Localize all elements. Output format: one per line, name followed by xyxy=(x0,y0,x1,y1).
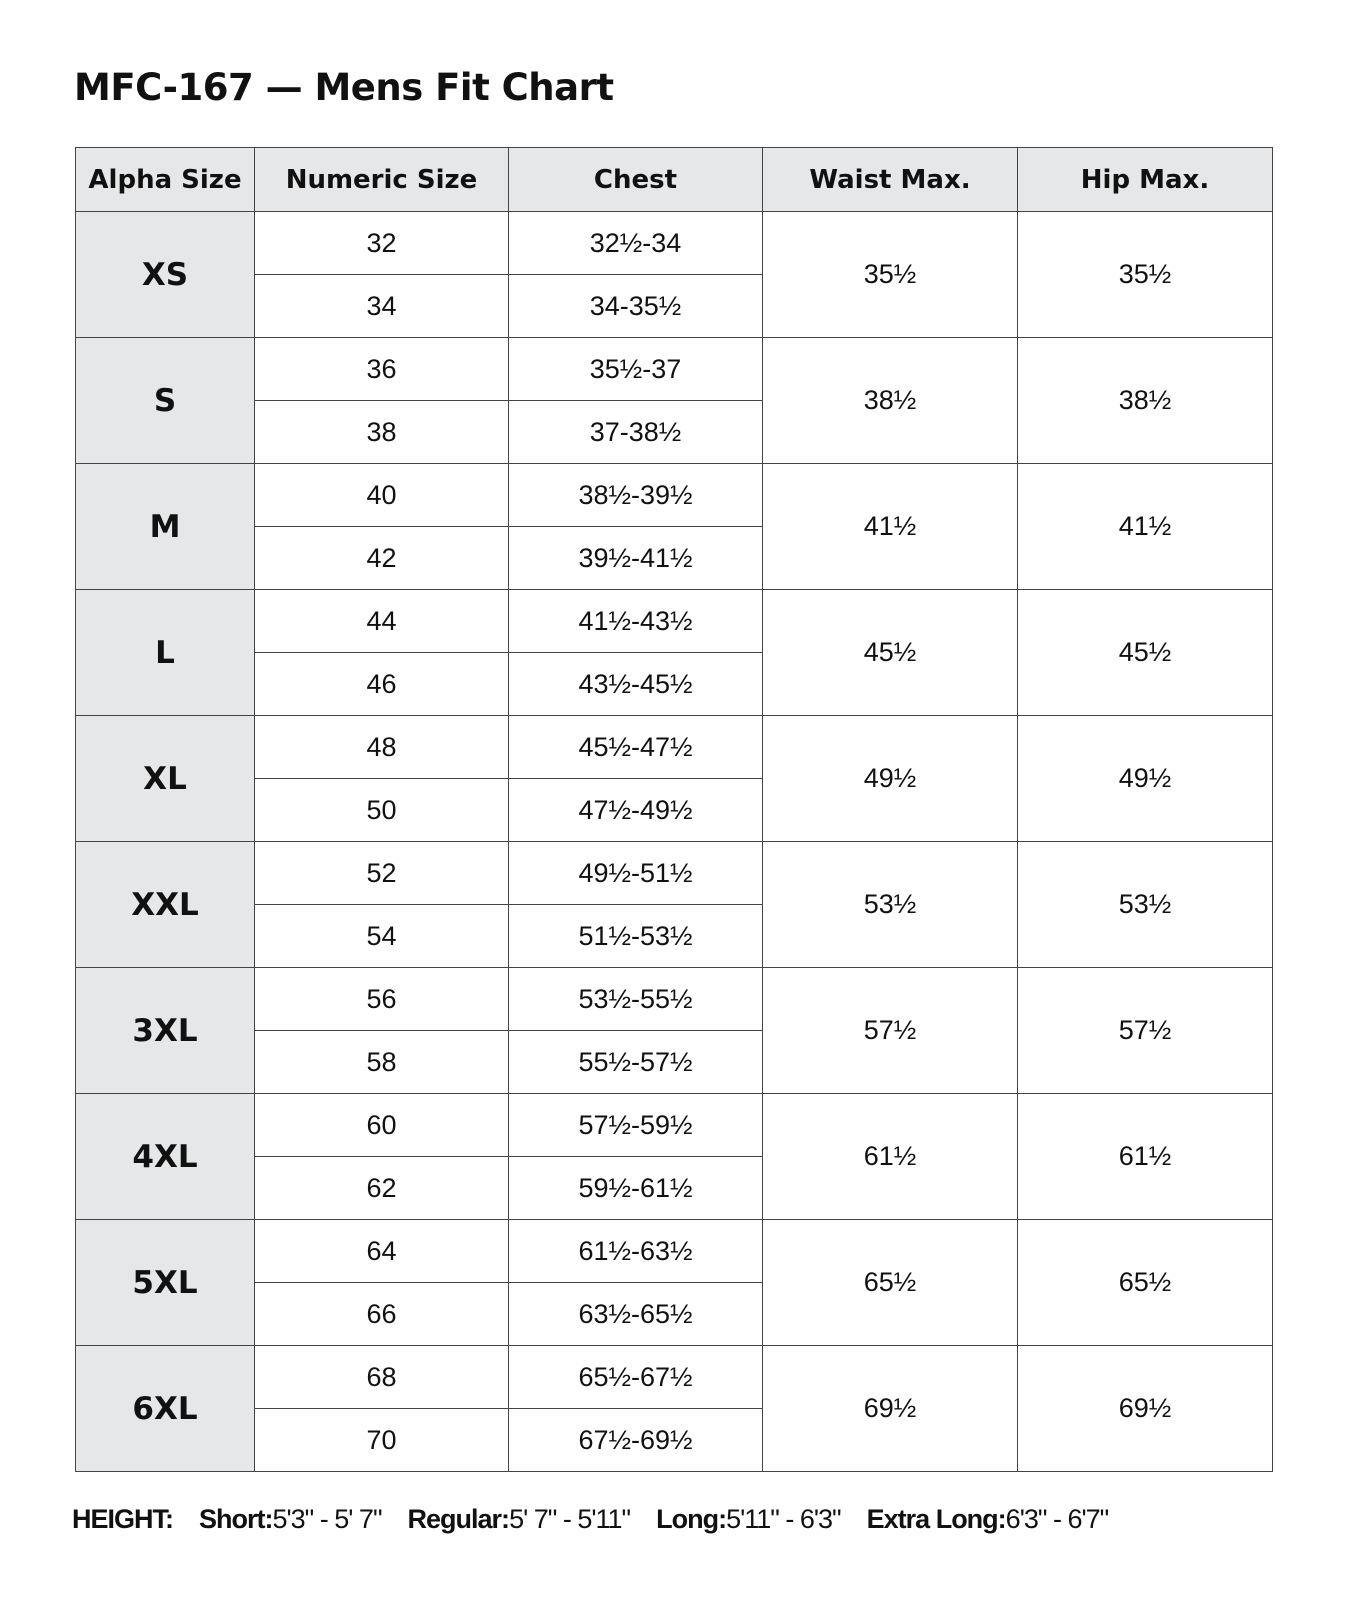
page-title: MFC-167 — Mens Fit Chart xyxy=(74,66,614,109)
height-long xyxy=(656,1504,841,1534)
waist-max-cell: 41½ xyxy=(763,464,1018,590)
chest-cell: 51½-53½ xyxy=(509,905,763,968)
alpha-size-cell: XL xyxy=(76,716,255,842)
numeric-size-cell: 54 xyxy=(255,905,509,968)
table-body xyxy=(76,212,1273,1472)
alpha-size-cell: 6XL xyxy=(76,1346,255,1472)
hip-max-cell: 53½ xyxy=(1018,842,1273,968)
height-footer xyxy=(72,1504,1134,1535)
chest-cell: 34-35½ xyxy=(509,275,763,338)
height-short-value: 5'3" - 5' 7" xyxy=(272,1504,382,1534)
chest-cell: 65½-67½ xyxy=(509,1346,763,1409)
numeric-size-cell: 58 xyxy=(255,1031,509,1094)
table-row xyxy=(76,338,1273,401)
waist-max-cell: 65½ xyxy=(763,1220,1018,1346)
numeric-size-cell: 34 xyxy=(255,275,509,338)
numeric-size-cell: 32 xyxy=(255,212,509,275)
table-row xyxy=(76,1094,1273,1157)
table-row xyxy=(76,842,1273,905)
table-row xyxy=(76,968,1273,1031)
chest-cell: 55½-57½ xyxy=(509,1031,763,1094)
chest-cell: 41½-43½ xyxy=(509,590,763,653)
hip-max-cell: 41½ xyxy=(1018,464,1273,590)
chest-cell: 45½-47½ xyxy=(509,716,763,779)
alpha-size-cell: 5XL xyxy=(76,1220,255,1346)
hip-max-cell: 49½ xyxy=(1018,716,1273,842)
chest-cell: 59½-61½ xyxy=(509,1157,763,1220)
header-numeric-size: Numeric Size xyxy=(255,148,509,212)
alpha-size-cell: 4XL xyxy=(76,1094,255,1220)
waist-max-cell: 45½ xyxy=(763,590,1018,716)
hip-max-cell: 38½ xyxy=(1018,338,1273,464)
height-long-label: Long: xyxy=(656,1504,727,1534)
height-regular xyxy=(408,1504,631,1534)
height-extra-long-label: Extra Long: xyxy=(866,1504,1006,1534)
chest-cell: 61½-63½ xyxy=(509,1220,763,1283)
height-short-label: Short: xyxy=(199,1504,273,1534)
table-row xyxy=(76,1346,1273,1409)
header-waist-max: Waist Max. xyxy=(763,148,1018,212)
chest-cell: 49½-51½ xyxy=(509,842,763,905)
waist-max-cell: 57½ xyxy=(763,968,1018,1094)
chest-cell: 47½-49½ xyxy=(509,779,763,842)
chest-cell: 35½-37 xyxy=(509,338,763,401)
table-row xyxy=(76,464,1273,527)
header-hip-max: Hip Max. xyxy=(1018,148,1273,212)
alpha-size-cell: 3XL xyxy=(76,968,255,1094)
header-row xyxy=(76,148,1273,212)
numeric-size-cell: 60 xyxy=(255,1094,509,1157)
header-chest: Chest xyxy=(509,148,763,212)
waist-max-cell: 53½ xyxy=(763,842,1018,968)
numeric-size-cell: 62 xyxy=(255,1157,509,1220)
height-extra-long-value: 6'3" - 6'7" xyxy=(1005,1504,1109,1534)
numeric-size-cell: 50 xyxy=(255,779,509,842)
numeric-size-cell: 68 xyxy=(255,1346,509,1409)
chest-cell: 38½-39½ xyxy=(509,464,763,527)
height-long-value: 5'11" - 6'3" xyxy=(726,1504,841,1534)
numeric-size-cell: 66 xyxy=(255,1283,509,1346)
height-label: HEIGHT: xyxy=(72,1504,173,1534)
numeric-size-cell: 48 xyxy=(255,716,509,779)
fit-chart-table xyxy=(75,147,1273,1472)
numeric-size-cell: 64 xyxy=(255,1220,509,1283)
numeric-size-cell: 42 xyxy=(255,527,509,590)
waist-max-cell: 69½ xyxy=(763,1346,1018,1472)
hip-max-cell: 65½ xyxy=(1018,1220,1273,1346)
waist-max-cell: 35½ xyxy=(763,212,1018,338)
chest-cell: 53½-55½ xyxy=(509,968,763,1031)
chest-cell: 39½-41½ xyxy=(509,527,763,590)
table-row xyxy=(76,590,1273,653)
numeric-size-cell: 56 xyxy=(255,968,509,1031)
alpha-size-cell: M xyxy=(76,464,255,590)
numeric-size-cell: 44 xyxy=(255,590,509,653)
header-alpha-size: Alpha Size xyxy=(76,148,255,212)
chest-cell: 67½-69½ xyxy=(509,1409,763,1472)
waist-max-cell: 49½ xyxy=(763,716,1018,842)
numeric-size-cell: 52 xyxy=(255,842,509,905)
height-short xyxy=(199,1504,382,1534)
alpha-size-cell: L xyxy=(76,590,255,716)
chest-cell: 63½-65½ xyxy=(509,1283,763,1346)
hip-max-cell: 61½ xyxy=(1018,1094,1273,1220)
numeric-size-cell: 38 xyxy=(255,401,509,464)
alpha-size-cell: XS xyxy=(76,212,255,338)
hip-max-cell: 45½ xyxy=(1018,590,1273,716)
chest-cell: 57½-59½ xyxy=(509,1094,763,1157)
table-row xyxy=(76,1220,1273,1283)
table-row xyxy=(76,716,1273,779)
alpha-size-cell: S xyxy=(76,338,255,464)
height-regular-label: Regular: xyxy=(407,1504,510,1534)
hip-max-cell: 57½ xyxy=(1018,968,1273,1094)
waist-max-cell: 38½ xyxy=(763,338,1018,464)
numeric-size-cell: 36 xyxy=(255,338,509,401)
numeric-size-cell: 70 xyxy=(255,1409,509,1472)
chest-cell: 37-38½ xyxy=(509,401,763,464)
hip-max-cell: 69½ xyxy=(1018,1346,1273,1472)
chest-cell: 32½-34 xyxy=(509,212,763,275)
table-row xyxy=(76,212,1273,275)
hip-max-cell: 35½ xyxy=(1018,212,1273,338)
waist-max-cell: 61½ xyxy=(763,1094,1018,1220)
height-extra-long xyxy=(867,1504,1109,1534)
numeric-size-cell: 40 xyxy=(255,464,509,527)
numeric-size-cell: 46 xyxy=(255,653,509,716)
chest-cell: 43½-45½ xyxy=(509,653,763,716)
height-regular-value: 5' 7" - 5'11" xyxy=(509,1504,631,1534)
alpha-size-cell: XXL xyxy=(76,842,255,968)
